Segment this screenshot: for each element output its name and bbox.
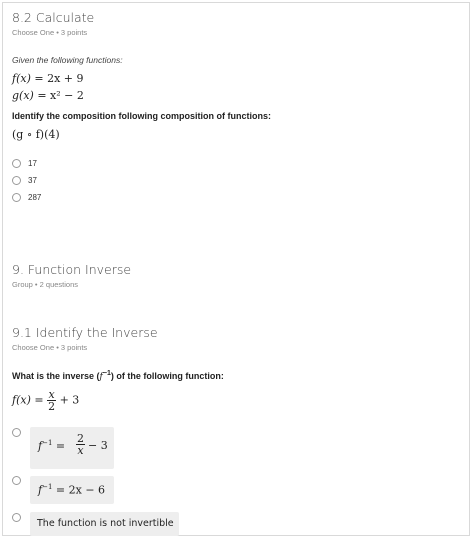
answer-box-2[interactable] [30,476,114,504]
answer2-rhs: = 2x − 6 [55,483,106,497]
answer1-denominator: x [77,444,84,457]
radio-button[interactable] [12,193,21,202]
fraction-numerator: x [48,388,55,401]
question-meta: Choose One • 3 points [12,28,88,37]
radio-button[interactable] [12,428,21,437]
answer-box-3[interactable] [30,512,179,536]
option-label: 287 [28,193,42,202]
instruction-sup: −1 [102,370,111,377]
function-lhs: f(x) = [12,393,44,407]
answer2-sup: −1 [42,483,53,491]
answer1-tail: − 3 [88,439,108,452]
question-title: 8.2 Calculate [12,10,95,25]
function-g-lhs: g(x) [12,89,34,102]
question-title: 9.1 Identify the Inverse [12,325,158,340]
option-label: 17 [28,159,37,168]
answer2-expression [38,483,105,497]
instruction-post: ) of the following function: [110,371,224,381]
answer1-f: f [38,439,43,453]
function-g-rhs: = x² − 2 [37,89,84,102]
instruction-pre: What is the inverse ( [12,371,100,381]
function-definition [12,389,79,412]
fraction-denominator: 2 [48,400,56,413]
function-f-lhs: f(x) [12,72,31,85]
answer1-eq: = [55,439,66,453]
radio-button[interactable] [12,159,21,168]
fraction [47,389,56,412]
function-f-rhs: = 2x + 9 [34,72,84,85]
answer1-numerator: 2 [77,432,84,445]
instruction-text: Identify the composition following composition of functions: [12,111,271,121]
section-meta: Group • 2 questions [12,280,78,289]
function-f [12,72,83,85]
question-meta: Choose One • 3 points [12,343,88,352]
function-g [12,89,84,102]
answer-box-1[interactable] [30,427,114,469]
given-text: Given the following functions: [12,55,123,65]
instruction-math: f [99,372,103,382]
answer2-f: f [38,483,43,497]
radio-button[interactable] [12,513,21,522]
answer1-sup: −1 [42,439,53,447]
answer3-text: The function is not invertible [37,518,174,529]
composition-expression: (g ∘ f)(4) [12,128,60,141]
function-tail: + 3 [59,393,80,407]
radio-button[interactable] [12,176,21,185]
section-title: 9. Function Inverse [12,262,132,277]
answer1-lhs [38,439,65,453]
inverse-instruction [12,370,224,382]
option-label: 37 [28,176,37,185]
radio-button[interactable] [12,476,21,485]
answer1-fraction [76,433,85,456]
